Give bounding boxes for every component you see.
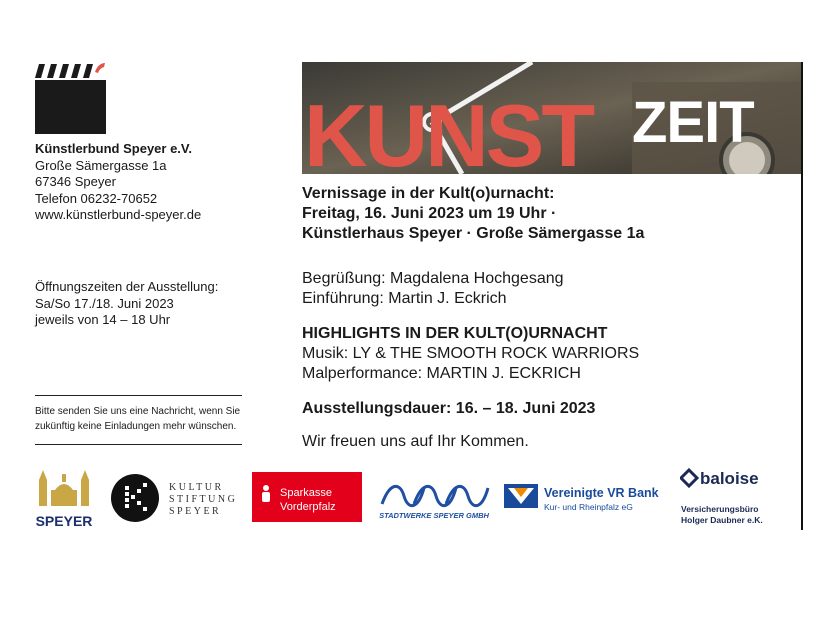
exhibition-duration: Ausstellungsdauer: 16. – 18. Juni 2023 (302, 400, 596, 417)
baloise-logo (680, 466, 780, 530)
speyer-label: SPEYER (35, 513, 93, 529)
highlight-music: Musik: LY & THE SMOOTH ROCK WARRIORS (302, 345, 640, 362)
hours-time: jeweils von 14 – 18 Uhr (35, 312, 171, 327)
kultur-label-2: STIFTUNG (169, 494, 238, 505)
speakers-block (302, 269, 564, 309)
vertical-rule (801, 62, 803, 530)
vernissage-title: Vernissage in der Kult(o)urnacht: (302, 185, 555, 202)
closing-line: Wir freuen uns auf Ihr Kommen. (302, 433, 529, 450)
vernissage-block (302, 184, 644, 244)
divider-bottom (35, 444, 242, 445)
baloise-sub-2: Holger Daubner e.K. (681, 515, 763, 525)
baloise-label: baloise (700, 469, 759, 488)
kunstzeit-banner (302, 62, 802, 174)
sparkasse-label-1: Sparkasse (280, 487, 332, 499)
kuenstlerbund-logo (35, 62, 107, 134)
banner-word-kunst: KUNST (304, 86, 593, 174)
vr-bank-logo (504, 466, 670, 530)
welcome-speaker: Begrüßung: Magdalena Hochgesang (302, 270, 564, 287)
stadtwerke-label: STADTWERKE SPEYER GMBH (379, 511, 489, 520)
sparkasse-label-2: Vorderpfalz (280, 501, 336, 513)
website-link[interactable]: www.künstlerbund-speyer.de (35, 207, 202, 222)
phone: Telefon 06232-70652 (35, 190, 158, 206)
vernissage-date: Freitag, 16. Juni 2023 um 19 Uhr · (302, 205, 557, 222)
baloise-sub-1: Versicherungsbüro (681, 504, 759, 514)
vr-label-1: Vereinigte VR Bank (544, 486, 659, 500)
street: Große Sämergasse 1a (35, 157, 167, 173)
unsubscribe-notice (35, 404, 250, 434)
divider-top (35, 395, 242, 396)
sparkasse-logo (252, 466, 362, 530)
hours-title: Öffnungszeiten der Ausstellung: (35, 279, 219, 294)
vr-label-2: Kur- und Rheinpfalz eG (544, 502, 633, 512)
kulturstiftung-logo (109, 466, 241, 530)
address-block (35, 141, 201, 224)
stadtwerke-logo (378, 466, 490, 530)
org-name: Künstlerbund Speyer e.V. (35, 141, 193, 156)
city: 67346 Speyer (35, 174, 116, 189)
vernissage-location: Künstlerhaus Speyer · Große Sämergasse 1a (302, 225, 645, 242)
notice-line: zukünftig keine Einladungen mehr wünschen. (35, 421, 237, 432)
intro-speaker: Einführung: Martin J. Eckrich (302, 290, 507, 307)
speyer-logo (33, 466, 97, 530)
highlight-painting: Malperformance: MARTIN J. ECKRICH (302, 365, 581, 382)
highlights-title: HIGHLIGHTS IN DER KULT(O)URNACHT (302, 325, 608, 342)
kultur-label-3: SPEYER (169, 506, 222, 517)
banner-word-zeit: ZEIT (632, 90, 754, 155)
kultur-label-1: KULTUR (169, 482, 224, 493)
opening-hours (35, 279, 218, 329)
notice-line: Bitte senden Sie uns eine Nachricht, wenn Sie (35, 406, 241, 417)
highlights-block (302, 324, 639, 384)
hours-days: Sa/So 17./18. Juni 2023 (35, 295, 174, 311)
